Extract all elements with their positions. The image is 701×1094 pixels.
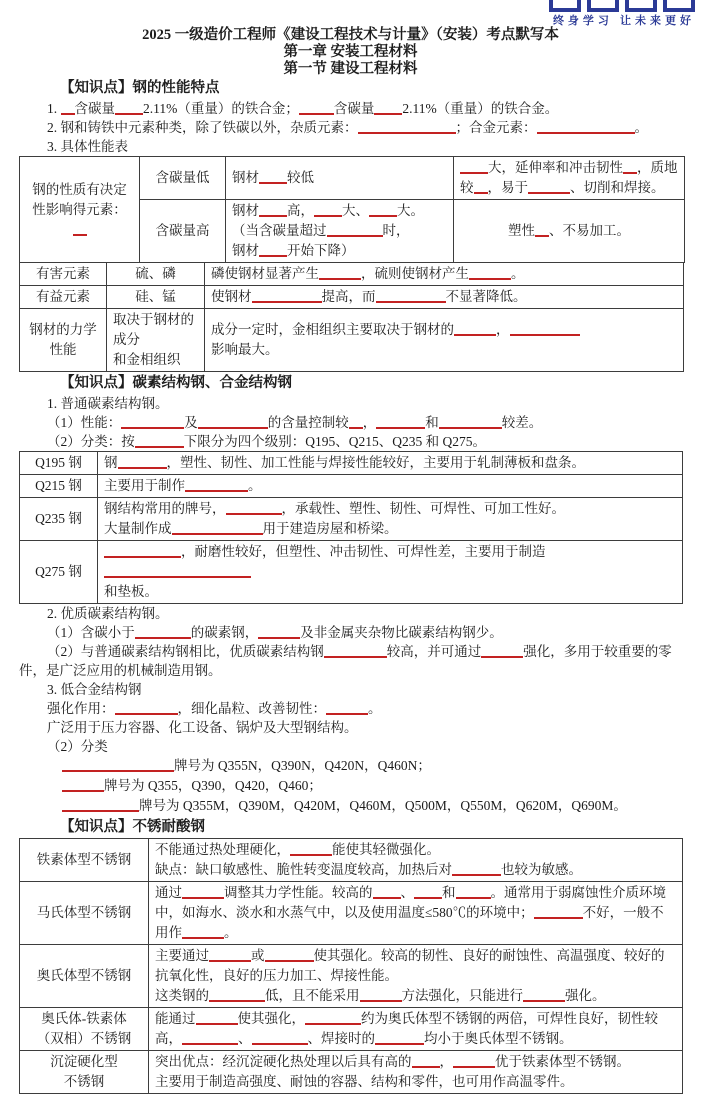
answer-blank	[326, 701, 368, 715]
answer-blank	[115, 701, 178, 715]
paragraph: （1）性能： 及 的含量控制较 ， 和 较差。	[47, 415, 543, 430]
answer-blank	[305, 1011, 361, 1025]
answer-blank	[535, 223, 549, 237]
paragraph: 1. 普通碳素结构钢。	[47, 396, 169, 411]
logo-glyph-fragment	[625, 0, 657, 12]
table-cell: 大，延伸率和冲击韧性 ，质地较 ，易于 、切削和焊接。	[454, 157, 685, 200]
steel-performance-table-top	[19, 156, 685, 263]
table-cell: 取决于钢材的成分 和金相组织	[107, 309, 205, 372]
answer-blank	[452, 862, 501, 876]
answer-blank	[118, 455, 167, 469]
table-cell: ，耐磨性较好，但塑性、冲击韧性、可焊性差，主要用于制造 和垫板。	[98, 541, 683, 604]
table-cell: 磷使钢材显著产生 ，硫则使钢材产生 。	[205, 263, 684, 286]
answer-blank	[510, 322, 580, 336]
answer-blank	[182, 885, 224, 899]
answer-blank	[376, 415, 425, 429]
answer-blank	[62, 758, 174, 772]
table-row	[20, 1008, 683, 1051]
paragraph: 3. 具体性能表	[47, 139, 128, 154]
answer-blank	[73, 222, 87, 236]
answer-blank	[209, 988, 265, 1002]
table-cell: 塑性 、不易加工。	[454, 200, 685, 263]
answer-blank	[62, 798, 139, 812]
logo-glyph-fragment	[663, 0, 695, 12]
answer-blank	[319, 266, 361, 280]
section-title: 第一节 建设工程材料	[283, 60, 418, 77]
paragraph: 3. 低合金结构钢	[47, 682, 142, 697]
table-cell: Q235 钢	[20, 498, 98, 541]
table-cell: 钢材的力学 性能	[20, 309, 107, 372]
table-row	[20, 263, 684, 286]
answer-blank	[373, 885, 401, 899]
answer-blank	[375, 1031, 424, 1045]
paragraph: （2）与普通碳素结构钢相比，优质碳素结构钢 较高，并可通过 强化，多用于较重要的零件，是广泛应用的机械制造用钢。	[19, 644, 672, 678]
logo-glyph-fragment	[587, 0, 619, 12]
paragraph: （1）含碳小于 的碳素钢， 及非金属夹杂物比碳素结构钢少。	[47, 625, 503, 640]
answer-blank	[414, 885, 442, 899]
answer-blank	[439, 415, 502, 429]
table-cell: 奥氏体-铁素体 （双相）不锈钢	[20, 1008, 149, 1051]
paragraph: 1. 含碳量 2.11%（重量）的铁合金； 含碳量 2.11%（重量）的铁合金。	[47, 101, 559, 116]
answer-blank	[258, 625, 300, 639]
table-cell: 主要通过 或 使其强化。较高的韧性、良好的耐蚀性、高温强度、较好的抗氧化性，良好的压力加工、焊接性能。 这类钢的 低，且不能采用 方法强化，只能进行 强化。	[149, 945, 683, 1008]
answer-blank	[537, 120, 635, 134]
table-row	[20, 945, 683, 1008]
carbon-steel-grades-table	[19, 451, 683, 604]
answer-blank	[358, 120, 456, 134]
paragraph: （2）分类：按 下限分为四个级别：Q195、Q215、Q235 和 Q275。	[47, 434, 486, 449]
knowledge-point-heading: 【知识点】不锈耐酸钢	[60, 819, 205, 835]
table-cell: 钢 ，塑性、韧性、加工性能与焊接性能较好，主要用于轧制薄板和盘条。	[98, 452, 683, 475]
table-cell: 马氏体型不锈钢	[20, 882, 149, 945]
answer-blank	[456, 885, 491, 899]
answer-blank	[252, 1031, 308, 1045]
answer-blank	[252, 289, 322, 303]
table-row	[20, 839, 683, 882]
table-cell: Q275 钢	[20, 541, 98, 604]
answer-blank	[349, 415, 363, 429]
table-cell: 硅、锰	[107, 286, 205, 309]
answer-blank	[182, 925, 224, 939]
table-cell: 钢的性质有决定性影响得元素：	[20, 157, 140, 263]
stainless-steel-table	[19, 838, 683, 1094]
answer-blank	[185, 478, 248, 492]
answer-blank	[290, 842, 332, 856]
table-cell: 钢材 高， 大、 大。 （当含碳量超过 时， 钢材 开始下降）	[226, 200, 454, 263]
answer-blank	[469, 266, 511, 280]
answer-blank	[226, 501, 282, 515]
answer-blank	[62, 778, 104, 792]
knowledge-point-heading: 【知识点】钢的性能特点	[60, 80, 220, 96]
answer-blank	[115, 101, 143, 115]
answer-blank	[265, 948, 314, 962]
answer-blank	[104, 564, 251, 578]
classification-line: 牌号为 Q355M，Q390M，Q420M，Q460M，Q500M，Q550M，Q620M，Q690M。	[19, 796, 691, 816]
paragraph: 2. 钢和铸铁中元素种类，除了铁碳以外，杂质元素： ；合金元素： 。	[47, 120, 648, 135]
answer-blank	[360, 988, 402, 1002]
table-cell: Q195 钢	[20, 452, 98, 475]
paragraph: 强化作用： ，细化晶粒、改善韧性： 。	[47, 701, 382, 716]
table-cell: 钢结构常用的牌号， ，承载性、塑性、韧性、可焊性、可加工性好。 大量制作成 用于建造房屋和桥梁。	[98, 498, 683, 541]
table-cell: 沉淀硬化型 不锈钢	[20, 1051, 149, 1094]
answer-blank	[299, 101, 334, 115]
table-row	[20, 882, 683, 945]
answer-blank	[369, 203, 397, 217]
logo-glyph-fragment	[549, 0, 581, 12]
answer-blank	[453, 1054, 495, 1068]
answer-blank	[182, 1031, 238, 1045]
answer-blank	[528, 180, 570, 194]
table-cell: Q215 钢	[20, 475, 98, 498]
table-cell: 有益元素	[20, 286, 107, 309]
table-cell: 奥氏体型不锈钢	[20, 945, 149, 1008]
table-cell: 含碳量低	[140, 157, 226, 200]
answer-blank	[198, 415, 268, 429]
brand-tagline: 终身学习 让未来更好	[552, 15, 695, 27]
table-row	[20, 475, 683, 498]
knowledge-point-heading: 【知识点】碳素结构钢、合金结构钢	[60, 375, 292, 391]
answer-blank	[314, 203, 342, 217]
answer-blank	[481, 644, 523, 658]
answer-blank	[172, 521, 263, 535]
answer-blank	[376, 289, 446, 303]
table-cell: 能通过 使其强化， 约为奥氏体型不锈钢的两倍，可焊性良好，韧性较高， 、 、焊接时的 均小于奥氏体型不锈钢。	[149, 1008, 683, 1051]
answer-blank	[135, 434, 184, 448]
table-cell: 有害元素	[20, 263, 107, 286]
table-row	[20, 309, 684, 372]
table-cell: 硫、磷	[107, 263, 205, 286]
table-row	[20, 1051, 683, 1094]
table-cell: 含碳量高	[140, 200, 226, 263]
table-row	[20, 157, 685, 200]
table-cell: 突出优点：经沉淀硬化热处理以后具有高的 ， 优于铁素体型不锈钢。 主要用于制造高强度、耐蚀的容器、结构和零件，也可用作高温零件。	[149, 1051, 683, 1094]
paragraph: 广泛用于压力容器、化工设备、锅炉及大型钢结构。	[47, 720, 358, 735]
paragraph: （2）分类	[47, 739, 108, 754]
answer-blank	[412, 1054, 440, 1068]
answer-blank	[121, 415, 184, 429]
answer-blank	[534, 905, 583, 919]
table-cell: 铁素体型不锈钢	[20, 839, 149, 882]
steel-performance-table-bottom	[19, 262, 684, 372]
table-cell: 成分一定时，金相组织主要取决于钢材的 ， 影响最大。	[205, 309, 684, 372]
paragraph: 2. 优质碳素结构钢。	[47, 606, 169, 621]
chapter-title: 第一章 安装工程材料	[283, 44, 418, 60]
table-row	[20, 452, 683, 475]
answer-blank	[259, 170, 287, 184]
answer-blank	[474, 180, 488, 194]
answer-blank	[196, 1011, 238, 1025]
answer-blank	[135, 625, 191, 639]
table-row	[20, 286, 684, 309]
answer-blank	[259, 203, 287, 217]
table-row	[20, 498, 683, 541]
answer-blank	[324, 644, 387, 658]
answer-blank	[374, 101, 402, 115]
table-cell: 不能通过热处理硬化， 能使其轻微强化。 缺点：缺口敏感性、脆性转变温度较高，加热后对 也较为敏感。	[149, 839, 683, 882]
answer-blank	[209, 948, 251, 962]
table-cell: 主要用于制作 。	[98, 475, 683, 498]
answer-blank	[523, 988, 565, 1002]
table-cell: 钢材 较低	[226, 157, 454, 200]
brand-logo-cropped	[495, 0, 695, 11]
page-title: 2025 一级造价工程师《建设工程技术与计量》（安装）考点默写本	[142, 27, 559, 43]
classification-line: 牌号为 Q355N，Q390N，Q420N，Q460N；	[19, 756, 691, 776]
table-cell: 使钢材 提高，而 不显著降低。	[205, 286, 684, 309]
answer-blank	[454, 322, 496, 336]
answer-blank	[61, 101, 75, 115]
answer-blank	[460, 160, 488, 174]
table-cell: 通过 调整其力学性能。较高的 、 和 。通常用于弱腐蚀性介质环境中，如海水、淡水和水蒸气中，以及使用温度≤580℃的环境中； 不好，一般不用作 。	[149, 882, 683, 945]
answer-blank	[104, 544, 181, 558]
classification-line: 牌号为 Q355，Q390，Q420，Q460；	[19, 776, 691, 796]
answer-blank	[327, 223, 383, 237]
table-row	[20, 541, 683, 604]
answer-blank	[259, 243, 287, 257]
answer-blank	[623, 160, 637, 174]
